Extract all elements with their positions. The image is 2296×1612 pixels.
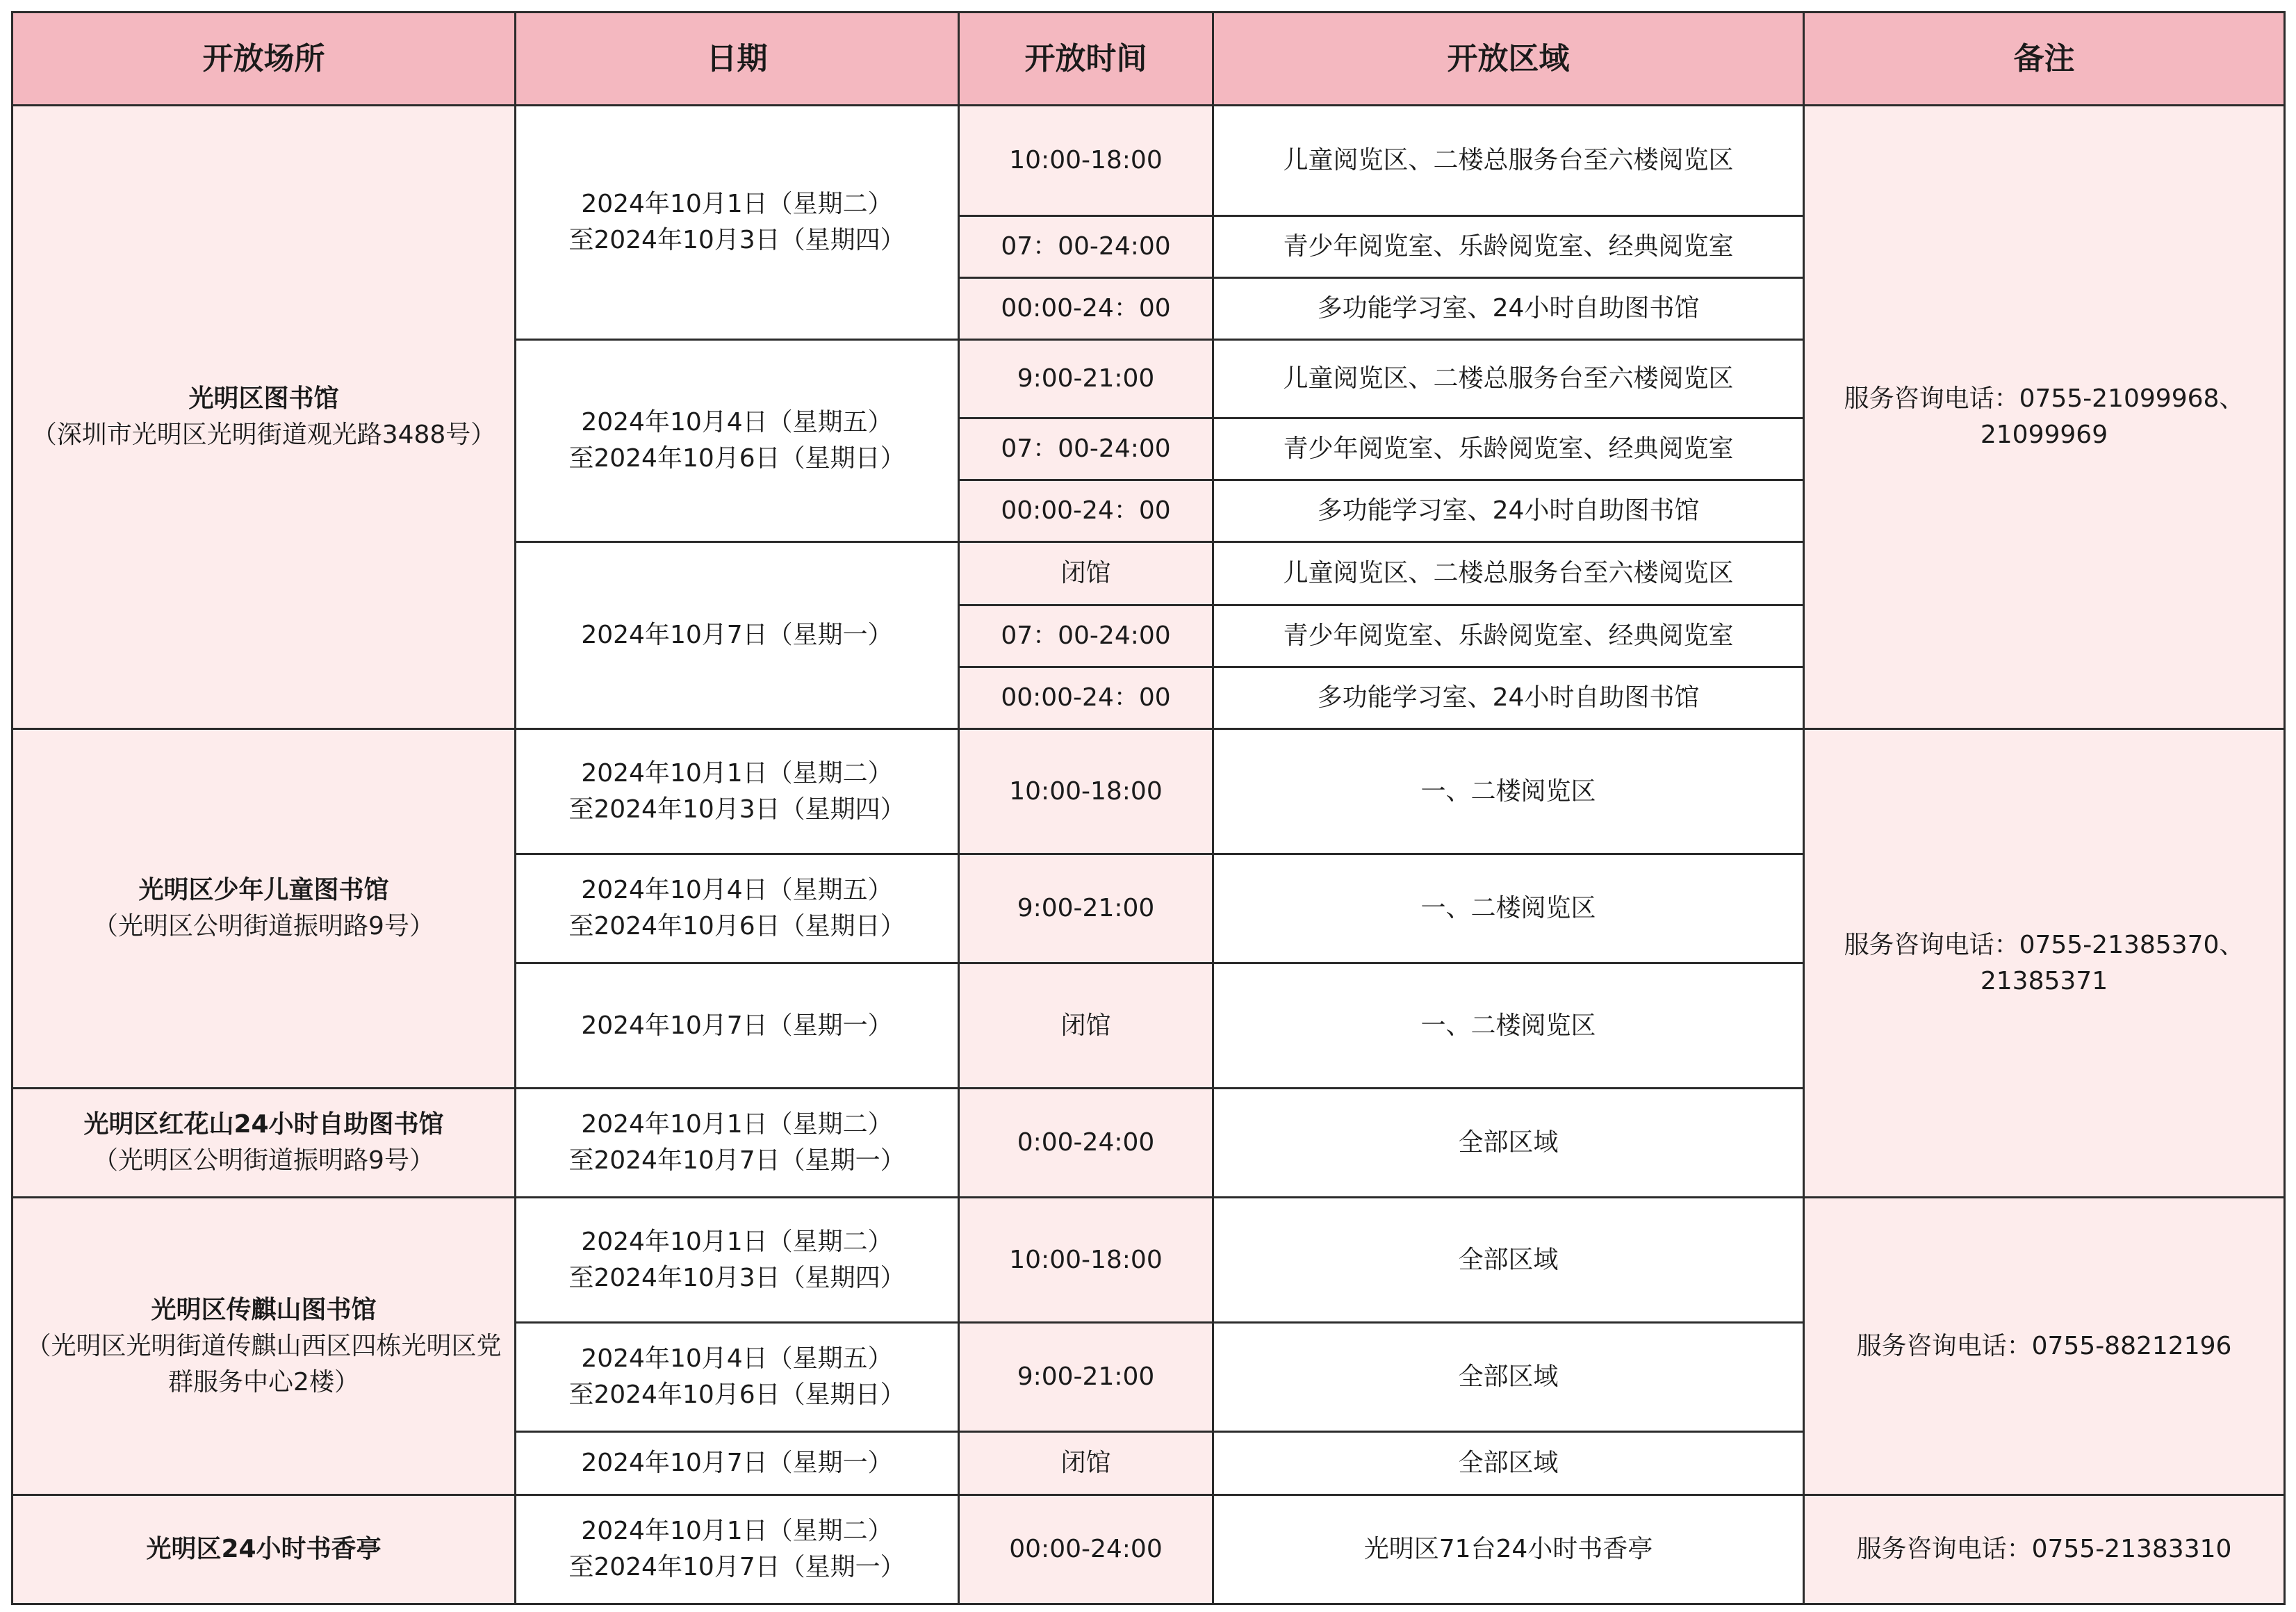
venue-name: 光明区24小时书香亭 (146, 1535, 382, 1563)
time-cell: 07：00-24:00 (959, 605, 1213, 667)
time-cell: 10:00-18:00 (959, 729, 1213, 854)
date-line: 2024年10月4日（星期五） (581, 876, 893, 904)
table-row (13, 106, 2285, 216)
time-cell: 07：00-24:00 (959, 216, 1213, 278)
time-cell: 00:00-24：00 (959, 667, 1213, 729)
area-cell: 全部区域 (1213, 1432, 1804, 1495)
area-cell: 全部区域 (1213, 1323, 1804, 1432)
area-cell: 光明区71台24小时书香亭 (1213, 1495, 1804, 1604)
date-line: 2024年10月7日（星期一） (581, 621, 893, 649)
header-row (13, 13, 2285, 106)
area-cell: 青少年阅览室、乐龄阅览室、经典阅览室 (1213, 216, 1804, 278)
time-cell: 闭馆 (959, 1432, 1213, 1495)
date-line: 至2024年10月6日（星期日） (568, 444, 905, 473)
date-cell (516, 729, 959, 854)
opening-hours-table (11, 11, 2286, 1605)
date-cell (516, 963, 959, 1089)
time-cell: 9:00-21:00 (959, 1323, 1213, 1432)
time-cell: 00:00-24：00 (959, 278, 1213, 340)
time-cell: 0:00-24:00 (959, 1089, 1213, 1198)
area-cell: 儿童阅览区、二楼总服务台至六楼阅览区 (1213, 106, 1804, 216)
table-row (13, 1495, 2285, 1604)
venue-cell (13, 1495, 516, 1604)
header-venue: 开放场所 (13, 13, 516, 106)
date-line: 2024年10月4日（星期五） (581, 408, 893, 437)
date-line: 至2024年10月3日（星期四） (568, 226, 905, 254)
venue-cell (13, 1198, 516, 1495)
area-cell: 青少年阅览室、乐龄阅览室、经典阅览室 (1213, 605, 1804, 667)
header-date: 日期 (516, 13, 959, 106)
date-line: 至2024年10月7日（星期一） (568, 1146, 905, 1175)
date-cell (516, 1089, 959, 1198)
venue-name: 光明区图书馆 (188, 384, 339, 413)
area-cell: 多功能学习室、24小时自助图书馆 (1213, 480, 1804, 542)
venue-cell (13, 729, 516, 1089)
time-cell: 07：00-24:00 (959, 418, 1213, 480)
date-cell (516, 340, 959, 542)
date-line: 2024年10月4日（星期五） (581, 1344, 893, 1373)
table-row (13, 1198, 2285, 1323)
header-area: 开放区域 (1213, 13, 1804, 106)
area-cell: 一、二楼阅览区 (1213, 963, 1804, 1089)
header-note: 备注 (1804, 13, 2285, 106)
time-cell: 00:00-24：00 (959, 480, 1213, 542)
date-line: 2024年10月1日（星期二） (581, 1110, 893, 1139)
area-cell: 全部区域 (1213, 1198, 1804, 1323)
date-cell (516, 854, 959, 963)
date-line: 至2024年10月7日（星期一） (568, 1553, 905, 1581)
date-line: 至2024年10月3日（星期四） (568, 795, 905, 824)
venue-address: （深圳市光明区光明街道观光路3488号） (31, 421, 496, 449)
note-cell: 服务咨询电话：0755-21383310 (1804, 1495, 2285, 1604)
venue-address: （光明区光明街道传麒山西区四栋光明区党群服务中心2楼） (26, 1331, 502, 1397)
note-cell: 服务咨询电话：0755-88212196 (1804, 1198, 2285, 1495)
table-row (13, 729, 2285, 854)
venue-name: 光明区传麒山图书馆 (151, 1295, 377, 1324)
time-cell: 00:00-24:00 (959, 1495, 1213, 1604)
venue-address: （光明区公明街道振明路9号） (93, 912, 434, 941)
time-cell: 9:00-21:00 (959, 340, 1213, 418)
time-cell: 9:00-21:00 (959, 854, 1213, 963)
date-cell (516, 1495, 959, 1604)
area-cell: 儿童阅览区、二楼总服务台至六楼阅览区 (1213, 340, 1804, 418)
date-line: 至2024年10月3日（星期四） (568, 1263, 905, 1292)
time-cell: 闭馆 (959, 542, 1213, 605)
note-cell: 服务咨询电话：0755-21099968、21099969 (1804, 106, 2285, 729)
date-cell (516, 1432, 959, 1495)
venue-cell (13, 1089, 516, 1198)
time-cell: 10:00-18:00 (959, 1198, 1213, 1323)
venue-address: （光明区公明街道振明路9号） (93, 1146, 434, 1175)
date-line: 2024年10月1日（星期二） (581, 758, 893, 788)
date-cell (516, 1198, 959, 1323)
venue-name: 光明区少年儿童图书馆 (138, 876, 389, 904)
date-cell (516, 542, 959, 729)
date-line: 2024年10月1日（星期二） (581, 1517, 893, 1545)
date-cell (516, 1323, 959, 1432)
date-line: 至2024年10月6日（星期日） (568, 1381, 905, 1409)
header-time: 开放时间 (959, 13, 1213, 106)
date-line: 至2024年10月6日（星期日） (568, 912, 905, 941)
venue-name: 光明区红花山24小时自助图书馆 (83, 1110, 444, 1139)
date-line: 2024年10月7日（星期一） (581, 1449, 893, 1477)
area-cell: 多功能学习室、24小时自助图书馆 (1213, 667, 1804, 729)
note-cell: 服务咨询电话：0755-21385370、21385371 (1804, 729, 2285, 1198)
area-cell: 全部区域 (1213, 1089, 1804, 1198)
area-cell: 一、二楼阅览区 (1213, 729, 1804, 854)
date-line: 2024年10月1日（星期二） (581, 1227, 893, 1256)
venue-cell (13, 106, 516, 729)
area-cell: 一、二楼阅览区 (1213, 854, 1804, 963)
area-cell: 多功能学习室、24小时自助图书馆 (1213, 278, 1804, 340)
area-cell: 儿童阅览区、二楼总服务台至六楼阅览区 (1213, 542, 1804, 605)
time-cell: 10:00-18:00 (959, 106, 1213, 216)
date-line: 2024年10月7日（星期一） (581, 1011, 893, 1040)
date-cell (516, 106, 959, 340)
date-line: 2024年10月1日（星期二） (581, 190, 893, 218)
time-cell: 闭馆 (959, 963, 1213, 1089)
area-cell: 青少年阅览室、乐龄阅览室、经典阅览室 (1213, 418, 1804, 480)
